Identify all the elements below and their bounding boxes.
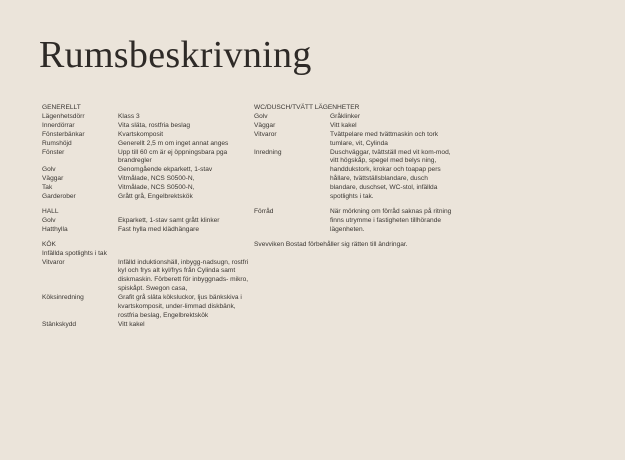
spec-value: Kvartskomposit <box>118 130 164 138</box>
spec-label: Inredning <box>254 148 282 156</box>
disclaimer: Svevviken Bostad förbehåller sig rätten till ändringar. <box>254 240 408 248</box>
page-title: Rumsbeskrivning <box>39 34 312 76</box>
spec-label: Golv <box>42 166 56 174</box>
spec-label: Köksinredning <box>42 294 84 302</box>
spec-value: Vita släta, rostfria beslag <box>118 121 191 129</box>
spec-label: Vitvaror <box>254 130 277 138</box>
spec-row <box>42 217 252 226</box>
spec-row <box>42 131 252 140</box>
spec-label: Fönsterbänkar <box>42 130 85 138</box>
spec-value: När mörkning om förråd saknas på ritning finns utrymme i fastigheten tillhörande lägenheten. <box>330 207 452 233</box>
spec-row <box>42 259 252 295</box>
spec-label: Vitvaror <box>42 258 65 266</box>
spec-label: Väggar <box>254 121 276 129</box>
spec-value: Vitt kakel <box>330 121 357 129</box>
spec-row <box>42 140 252 149</box>
section-heading: WC/DUSCH/TVÄTT LÄGENHETER <box>254 104 360 111</box>
spec-row <box>254 113 454 122</box>
spec-value: Klass 3 <box>118 112 140 120</box>
spec-row <box>254 149 454 202</box>
section-heading: GENERELLT <box>42 104 81 111</box>
spec-row <box>42 175 252 184</box>
kok-subline: Infällda spotlights i tak <box>42 249 107 257</box>
spec-label: Tak <box>42 184 53 192</box>
left-column <box>42 104 252 336</box>
section-kok <box>42 241 252 330</box>
spec-value: Upp till 60 cm är ej öppningsbara pga brandregler <box>118 148 228 165</box>
spec-value: Infälld induktionshäll, inbygg-nadsugn, rostfri kyl och frys alt kyl/frys från Cylinda samt diskmaskin. Förberett för inbyggnads- mikro, spiskåpt. Swegon casa, <box>118 258 249 293</box>
section-forrad <box>254 208 454 235</box>
spec-label: Stänkskydd <box>42 320 77 328</box>
spec-label: Förråd <box>254 207 274 215</box>
spec-label: Hatthylla <box>42 225 68 233</box>
spec-list <box>254 113 454 202</box>
spec-row <box>42 294 252 321</box>
spec-row <box>42 122 252 131</box>
spec-row <box>42 149 252 167</box>
spec-row <box>254 208 454 235</box>
spec-value: Vitt kakel <box>118 320 145 328</box>
right-column <box>254 104 454 250</box>
spec-label: Garderober <box>42 193 76 201</box>
spec-value: Gråklinker <box>330 112 361 120</box>
spec-row <box>42 193 252 202</box>
spec-value: Fast hylla med klädhängare <box>118 225 200 233</box>
spec-value: Grått grå, Engelbrektskök <box>118 193 193 201</box>
spec-label: Innerdörrar <box>42 121 75 129</box>
section-wc <box>254 104 454 202</box>
spec-list <box>254 208 454 235</box>
spec-value: Vitmålade, NCS S0500-N, <box>118 175 195 183</box>
section-generellt <box>42 104 252 202</box>
spec-row <box>254 122 454 131</box>
spec-row <box>42 113 252 122</box>
section-heading: HALL <box>42 207 59 215</box>
spec-row <box>254 131 454 149</box>
spec-label: Golv <box>254 112 268 120</box>
spec-row <box>42 226 252 235</box>
spec-value: Genomgående ekparkett, 1-stav <box>118 166 213 174</box>
spec-label: Rumshöjd <box>42 139 72 147</box>
spec-value: Duschväggar, tvättställ med vit kom-mod, vitt högskåp, spegel med belys ning, handdukstork, krokar och toapap pers hållare, tvättställsblandare, dusch blandare, duschset, WC-stol, infällda spotlights i tak. <box>330 148 451 201</box>
spec-value: Generellt 2,5 m om inget annat anges <box>118 139 229 147</box>
spec-label: Fönster <box>42 148 65 156</box>
spec-label: Väggar <box>42 175 64 183</box>
spec-list <box>42 259 252 330</box>
spec-row <box>42 321 252 330</box>
spec-list <box>42 217 252 235</box>
spec-value: Grafit grå släta köksluckor, ljus bänkskiva i kvartskomposit, under-limmad diskbänk, rostfria beslag, Engelbrektskök <box>118 294 242 319</box>
spec-label: Lägenhetsdörr <box>42 112 85 120</box>
section-heading: KÖK <box>42 240 56 248</box>
spec-label: Golv <box>42 216 56 224</box>
spec-value: Ekparkett, 1-stav samt grått klinker <box>118 216 220 224</box>
spec-value: Vitmålade, NCS S0500-N, <box>118 184 195 192</box>
spec-list <box>42 113 252 202</box>
section-hall <box>42 208 252 235</box>
spec-row <box>42 184 252 193</box>
spec-row <box>42 166 252 175</box>
spec-value: Tvättpelare med tvättmaskin och tork tumlare, vit, Cylinda <box>330 130 439 147</box>
